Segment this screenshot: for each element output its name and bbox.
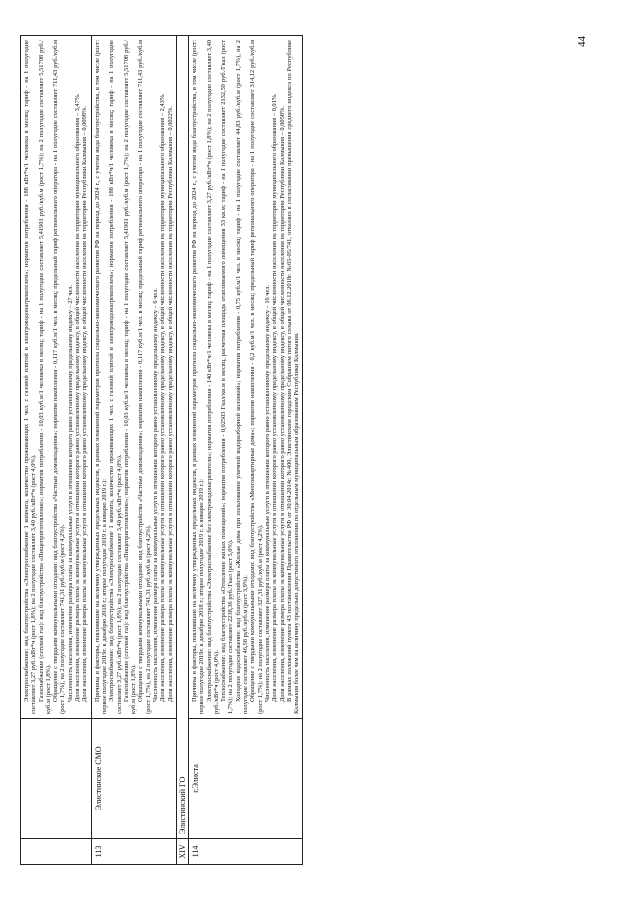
tariff-table — [20, 35, 303, 865]
description-cell — [188, 36, 302, 719]
description-paragraph: Газоснабжение (сетевой газ): вид благоустройства «Пищеприготовление»; норматив потребления - 10,03 куб.м/1 человека в месяц; тариф - на 1 полугодие составляет 5,41901 руб./куб.м (рост 1,7%); на 2 полугодие составляет 5,51708 руб./куб.м (рост 1,8%). — [122, 40, 138, 714]
municipality-name: г.Элиста — [188, 719, 302, 839]
description-paragraph: Доля населения, изменение размера платы за коммунальные услуги в отношении которого равно установленному предельному индексу, в общей численности населения на территории Республики Калмыкия – 0,0022%. — [166, 106, 174, 702]
description-paragraph: Теплоснабжение: вид благоустройства «Отопление жилых помещений»; норматив потребления - 0,02503 Гкал/кв.м в месяц, расчетная площадь отапливаемого помещения 33 кв.м; тариф - на 1 полугодие составляет 2132,59 руб./Гкал (рост 1,7%); на 2 полугодие составляет 2238,36 руб./Гкал (рост 5,0%). — [220, 40, 235, 714]
table-row — [91, 36, 176, 865]
description-paragraph: Холодное водоснабжение: вид благоустройства «Жилые дома при пользовании уличной водоразборной колонкой»; норматив потребления - 0,75 куб.м/1 чел. в месяц; тариф - на 1 полугодие составляет 44,83 руб./куб.м (рост 1,7%), на 2 полугодие составляет 46,58 руб./куб.м (рост 3,9%). — [234, 40, 250, 714]
description-paragraph: Электроснабжение: вид благоустройства «Электроснабжение без электроводонагревателя»; норматив потребления - 140 кВт*ч/1 человека в месяц; тариф - на 1 полугодие составляет 3,27 руб./кВт*ч (рост 1,8%); на 2 полугодие составляет 3,40 руб./кВт*ч (рост 4,0%). — [205, 40, 220, 714]
table-body-bottom — [188, 36, 302, 865]
description-paragraph: Причины и факторы, повлиявшие на величину утвержденных предельных индексов, в рамках изменений параметров прогноза социально-экономического развития РФ на период до 2024 г., с учетом вида благоустройства, в том числе (рост: первое полугодие 2019г. к декабрю 2018 г.; второе полугодие 2019 г. к январю 2019 г.): — [190, 40, 206, 714]
description-paragraph: В рамках положений пункта 43 постановления Правительства РФ от 30.04.2014г. №400, Элистинским городским Собранием пятого созыва от 06.12.2018г. №65-05/741, отказано в согласовании превышения среднего индекса по Республике Калмыкия более чем на величину предельно допустимого отклонения по отдельным муниципальным образованиям Республики Калмыкия. — [285, 40, 301, 714]
description-paragraph: Доля населения, изменение размера платы за коммунальные услуги в отношении которого равно установленному предельному индексу, в общей численности населения на территории муниципального образования – 3,47%. — [74, 93, 82, 702]
description-paragraph: Электроснабжение: вид благоустройства «Электроснабжение 1 комната, количество проживающих 1 чел. с газовой плитой и электроводонагревателем»; норматив потребления - 188 кВт*ч/1 человека в месяц; тариф - на 1 полугодие составляет 3,27 руб./кВт*ч (рост 1,8%); на 2 полугодие составляет 3,40 руб./кВт*ч (рост 4,0%). — [108, 40, 123, 714]
description-paragraph: Доля населения, изменение размера платы за коммунальные услуги в отношении которого равно установленному предельному индексу, в общей численности населения на территории Республики Калмыкия – 0,0058%. — [278, 106, 286, 702]
description-paragraph: Численность населения, изменение размера платы за коммунальные услуги в отношении которого равно установленному предельному индексу – 16 чел. — [263, 284, 271, 702]
description-paragraph: Доля населения, изменение размера платы за коммунальные услуги в отношении которого равно установленному предельному индексу, в общей численности населения на территории муниципального образования – 0,01%. — [271, 93, 279, 702]
page-number: 44 — [576, 36, 588, 47]
row-number — [21, 839, 92, 865]
municipality-name: Элистинское СМО — [91, 719, 176, 839]
description-paragraph: Доля населения, изменение размера платы за коммунальные услуги в отношении которого равно установленному предельному индексу, в общей численности населения на территории муниципального образования – 2,43%. — [159, 93, 167, 702]
description-paragraph: Численность населения, изменение размера платы за коммунальные услуги в отношении которого равно установленному предельному индексу – 6 чел. — [152, 288, 160, 702]
description-paragraph: Обращение с твердыми коммунальными отходами: вид благоустройства «Частные домовладения»; норматив накопления - 0,117 куб.м/1 чел. в месяц; предельный тариф регионального оператора - на 1 полугодие составляет 711,43 руб./куб.м (рост 1,7%), на 2 полугодие составляет 741,31 руб./куб.м (рост 4,2%). — [137, 40, 152, 714]
description-paragraph: Численность населения, изменение размера платы за коммунальные услуги в отношении которого равно установленному предельному индексу – 27 чел. — [66, 284, 74, 702]
description-paragraph: Причины и факторы, повлиявшие на величину утвержденных предельных индексов, в рамках изменений параметров прогноза социально-экономического развития РФ на период до 2024 г., с учетом вида благоустройства, в том числе (рост: первое полугодие 2019г. к декабрю 2018 г.; второе полугодие 2019 г. к январю 2019 г.): — [93, 40, 108, 714]
section-number: XIV — [176, 839, 188, 865]
section-header-group — [176, 36, 188, 865]
description-paragraph: Обращение с твердыми коммунальными отходами: вид благоустройства «Частные домовладения»; норматив накопления - 0,117 куб.м/1 чел. в месяц; предельный тариф регионального оператора - на 1 полугодие составляет 711,43 руб./куб.м (рост 1,7%), на 2 полугодие составляет 741,31 руб./куб.м (рост 4,2%). — [52, 40, 67, 714]
table-row — [188, 36, 302, 865]
table-row — [21, 36, 92, 865]
description-cell — [91, 36, 176, 719]
description-paragraph: Газоснабжение (сетевой газ): вид благоустройства «Пищеприготовление»; норматив потребления - 10,03 куб.м/1 человека в месяц; тариф - на 1 полугодие составляет 5,41901 руб./куб.м (рост 1,7%); на 2 полугодие составляет 5,51708 руб./куб.м (рост 1,8%). — [37, 40, 52, 714]
municipality-name — [21, 719, 92, 839]
description-paragraph: Электроснабжение: вид благоустройства «Электроснабжение 1 комната, количество проживающих 1 чел. с газовой плитой и электроводонагревателем»; норматив потребления - 188 кВт*ч/1 человека в месяц; тариф - на 1 полугодие составляет 3,27 руб./кВт*ч (рост 1,8%); на 2 полугодие составляет 3,40 руб./кВт*ч (рост 4,0%). — [23, 40, 38, 714]
row-number: 114 — [188, 839, 302, 865]
table-body-top — [21, 36, 177, 865]
description-paragraph: Доля населения, изменение размера платы за коммунальные услуги в отношении которого равно установленному предельному индексу, в общей численности населения на территории Республики Калмыкия – 0,0098%. — [81, 106, 89, 702]
description-paragraph: Обращение с твердыми коммунальными отходами: вид благоустройства «Многоквартирные дома»; норматив накопления - 0,2 куб.м/1 чел. в месяц; предельный тариф регионального оператора - на 1 полугодие составляет 314,12 руб./куб.м (рост 1,7%); на 2 полугодие составляет 327,31 руб./куб.м (рост 4,2%). — [249, 40, 264, 714]
section-row — [176, 36, 188, 865]
section-title: Элистинский ГО — [176, 36, 188, 839]
row-number: 113 — [91, 839, 176, 865]
description-cell — [21, 36, 92, 719]
